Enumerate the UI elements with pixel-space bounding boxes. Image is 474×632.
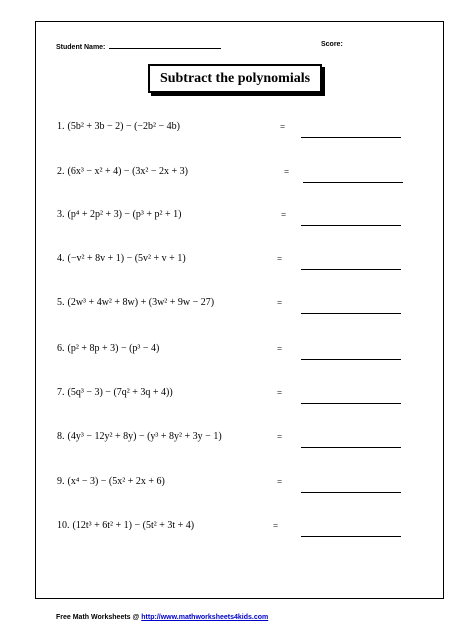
equals-sign: = (284, 167, 290, 177)
answer-line[interactable] (301, 359, 401, 360)
equals-sign: = (277, 477, 283, 487)
answer-line[interactable] (301, 536, 401, 537)
equals-sign: = (277, 432, 283, 442)
problem-row (57, 431, 222, 442)
answer-line[interactable] (301, 269, 401, 270)
problem-number: 9. (57, 476, 65, 487)
equals-sign: = (277, 344, 283, 354)
equals-sign: = (277, 254, 283, 264)
problem-number: 7. (57, 387, 65, 398)
equals-sign: = (273, 521, 279, 531)
problem-row (57, 520, 194, 531)
equals-sign: = (280, 122, 286, 132)
problem-number: 4. (57, 253, 65, 264)
answer-line[interactable] (301, 313, 401, 314)
problem-expression: (5b² + 3b − 2) − (−2b² − 4b) (67, 121, 181, 132)
worksheet (35, 21, 444, 599)
problem-number: 8. (57, 431, 65, 442)
equals-sign: = (281, 210, 287, 220)
problem-expression: (4y³ − 12y² + 8y) − (y³ + 8y² + 3y − 1) (67, 431, 222, 442)
problem-number: 2. (57, 166, 65, 177)
problem-row (57, 387, 173, 398)
problem-expression: (p² + 8p + 3) − (p³ − 4) (67, 343, 160, 354)
score-label: Score: (321, 41, 343, 48)
answer-line[interactable] (301, 403, 401, 404)
problem-number: 6. (57, 343, 65, 354)
footer-link[interactable]: http://www.mathworksheets4kids.com (141, 614, 269, 621)
equals-sign: = (277, 298, 283, 308)
answer-line[interactable] (301, 225, 401, 226)
student-name-field (56, 41, 221, 51)
worksheet-title: Subtract the polynomials (148, 64, 322, 93)
problem-number: 10. (57, 520, 70, 531)
answer-line[interactable] (301, 447, 401, 448)
problem-expression: (2w³ + 4w² + 8w) + (3w² + 9w − 27) (67, 297, 215, 308)
problem-row (57, 253, 186, 264)
student-name-line (109, 41, 221, 49)
answer-line[interactable] (303, 182, 403, 183)
student-name-label: Student Name: (56, 44, 106, 51)
problem-expression: (6x³ − x² + 4) − (3x² − 2x + 3) (67, 166, 189, 177)
problem-expression: (x⁴ − 3) − (5x² + 2x + 6) (67, 476, 165, 487)
problem-number: 5. (57, 297, 65, 308)
footer (56, 614, 268, 621)
answer-line[interactable] (301, 137, 401, 138)
problem-expression: (−v² + 8v + 1) − (5v² + v + 1) (67, 253, 186, 264)
problem-row (57, 166, 188, 177)
problem-row (57, 297, 214, 308)
equals-sign: = (277, 388, 283, 398)
problem-expression: (p⁴ + 2p² + 3) − (p³ + p² + 1) (67, 209, 182, 220)
problem-number: 3. (57, 209, 65, 220)
footer-text: Free Math Worksheets @ (56, 614, 142, 621)
problem-expression: (5q³ − 3) − (7q² + 3q + 4)) (67, 387, 173, 398)
problem-row (57, 209, 182, 220)
answer-line[interactable] (301, 492, 401, 493)
problem-row (57, 121, 180, 132)
problem-row (57, 476, 165, 487)
problem-row (57, 343, 159, 354)
problem-number: 1. (57, 121, 65, 132)
problem-expression: (12t³ + 6t² + 1) − (5t² + 3t + 4) (72, 520, 195, 531)
